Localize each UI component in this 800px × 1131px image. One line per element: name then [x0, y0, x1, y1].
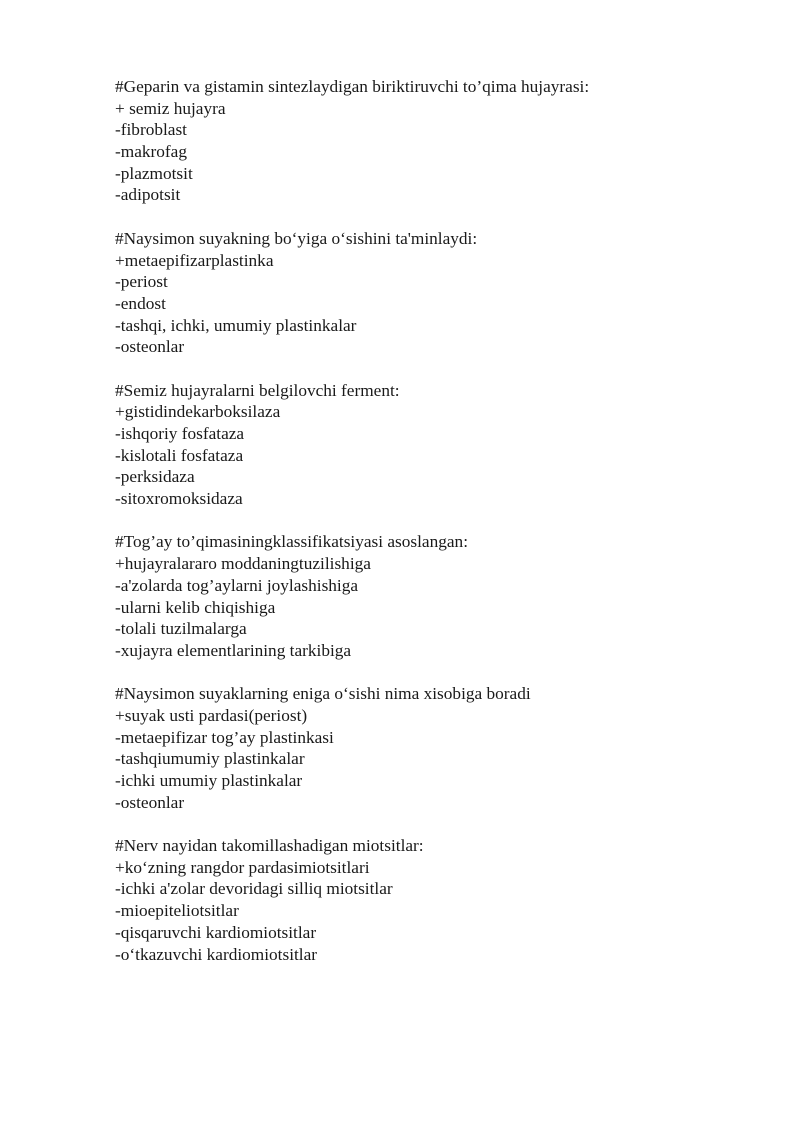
question-block-4: [115, 531, 755, 661]
answer-option: +gistidindekarboksilaza: [115, 402, 281, 422]
answer-option: -ishqoriy fosfataza: [115, 424, 245, 443]
question-text: #Geparin va gistamin sintezlaydigan biriktiruvchi to’qima hujayrasi:: [115, 77, 590, 96]
question-text: #Nerv nayidan takomillashadigan miotsitlar:: [115, 836, 424, 856]
question-text: #Naysimon suyaklarning eniga o‘sishi nima xisobiga boradi: [115, 684, 531, 704]
question-text: #Tog’ay to’qimasiningklassifikatsiyasi asoslangan:: [115, 532, 468, 552]
answer-option: -tashqi, ichki, umumiy plastinkalar: [115, 315, 357, 335]
question-list: [115, 76, 755, 987]
question-block-2: [115, 228, 755, 358]
answer-option: -osteonlar: [115, 337, 185, 357]
question-block-1: [115, 76, 755, 206]
answer-option: -plazmotsit: [115, 163, 193, 183]
answer-option: -tashqiumumiy plastinkalar: [115, 749, 305, 769]
answer-option: -tolali tuzilmalarga: [115, 619, 247, 639]
question-text: #Naysimon suyakning bo‘yiga o‘sishini ta'minlaydi:: [115, 228, 478, 248]
answer-option: -periost: [115, 272, 168, 292]
answer-option: +ko‘zning rangdor pardasimiotsitlari: [115, 857, 370, 877]
answer-option: -adipotsit: [115, 185, 181, 205]
question-text: #Semiz hujayralarni belgilovchi ferment:: [115, 380, 400, 400]
answer-option: -makrofag: [115, 142, 187, 162]
answer-option: -endost: [115, 293, 166, 313]
answer-option: -perksidaza: [115, 467, 195, 487]
answer-option: -osteonlar: [115, 792, 185, 812]
answer-option: -metaepifizar tog’ay plastinkasi: [115, 727, 334, 747]
answer-option: -ichki umumiy plastinkalar: [115, 771, 303, 790]
answer-option: -fibroblast: [115, 120, 187, 140]
answer-option: -o‘tkazuvchi kardiomiotsitlar: [115, 944, 318, 964]
answer-option: +suyak usti pardasi(periost): [115, 705, 308, 725]
answer-option: -sitoxromoksidaza: [115, 489, 243, 509]
answer-option: -ichki a'zolar devoridagi silliq miotsitlar: [115, 879, 393, 899]
answer-option: -qisqaruvchi kardiomiotsitlar: [115, 922, 317, 942]
question-block-6: [115, 835, 755, 965]
question-block-5: [115, 683, 755, 813]
answer-option: -xujayra elementlarining tarkibiga: [115, 640, 352, 660]
answer-option: -ularni kelib chiqishiga: [115, 597, 276, 617]
answer-option: + semiz hujayra: [115, 98, 226, 118]
answer-option: -kislotali fosfataza: [115, 445, 244, 465]
answer-option: -mioepiteliotsitlar: [115, 901, 239, 921]
answer-option: +hujayralararo moddaningtuzilishiga: [115, 554, 371, 574]
answer-option: +metaepifizarplastinka: [115, 250, 274, 270]
question-block-3: [115, 380, 755, 510]
answer-option: -a'zolarda tog’aylarni joylashishiga: [115, 575, 359, 595]
